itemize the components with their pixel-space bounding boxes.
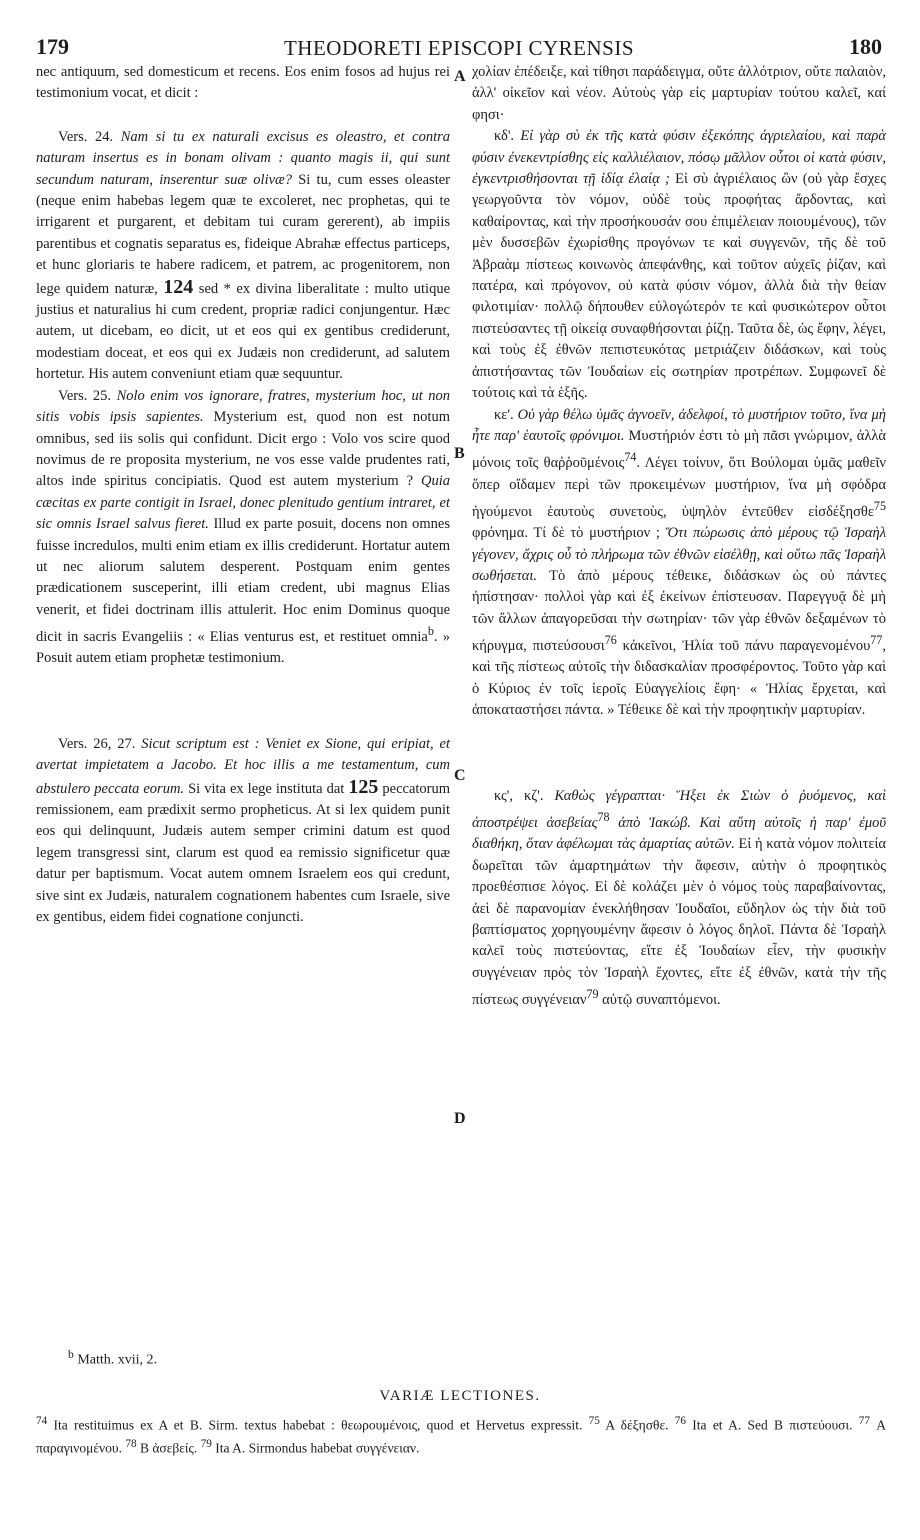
variant-note-76: Ita et A. Sed B πιστεύουσι. bbox=[686, 1417, 853, 1433]
greek-verse-26-27 bbox=[472, 786, 886, 1012]
verse-26-quote: Sicut scriptum est : Veniet ex Sione, qui eripiat, et avertat impietatem a Jacobo. Et hoc illis a me testamentum, cum abstulero peccata eorum. bbox=[36, 735, 450, 797]
column-marker-125: 125 bbox=[348, 775, 379, 798]
verse-25-quote: Nolo enim vos ignorare, fratres, mysterium hoc, ut non sitis vobis ipsis sapientes. bbox=[36, 387, 450, 426]
greek-verse-25-commentary-6: , καὶ τῆς πίστεως αὐτοῖς τὴν διδασκαλίαν προσφέροντος. Τοῦτο γὰρ καὶ ὁ Κύριος ἐν τοῖς ἱεροῖς Εὐαγγελίοις ἔφη· « Ἠλίας ἔρχεται, καὶ ἀποκαταστήσει πάντα. » Τέθεικε δὲ καὶ τὴν προφητικὴν μαρτυρίαν. bbox=[472, 638, 886, 719]
greek-verse-25-commentary-2: . Λέγει τοίνυν, ὅτι Βούλομαι ὑμᾶς μαθεῖν ὅπερ οἴδαμεν περὶ τῶν προκειμένων μυστήριον, ἵνα μὴ σφόδρα ἡγούμενοι ἑαυτοὺς συνετοὺς, ὑψηλὸν ἐντεῦθεν εἰσδέξησθε bbox=[472, 455, 886, 520]
margin-letter-d: D bbox=[454, 1110, 466, 1127]
latin-column bbox=[36, 62, 450, 928]
verse-24-commentary: Si tu, cum esses oleaster (neque enim habebas legem quæ te excoleret, nec prophetas, qui te irrigarent et purgarent, et debitam tui curam gererent), ab impiis parentibus et cognatis separatus es, fideique Abrahæ effectus particeps, et hunc gloriaris te habere radicem, et patrem, ac progenitorem, non lege quidem naturæ, bbox=[36, 171, 450, 297]
greek-verse-26-commentary-2: αὐτῷ συναπτόμενοι. bbox=[598, 991, 721, 1008]
variant-ref-79: 79 bbox=[586, 987, 599, 1002]
variant-ref-75: 75 bbox=[873, 498, 886, 513]
latin-intro: nec antiquum, sed domesticum et recens. Eos enim fosos ad hujus rei testimonium vocat, et dicit : bbox=[36, 64, 450, 102]
greek-verse-26-commentary: Εἰ ἡ κατὰ νόμον πολιτεία δωρεῖται τῶν ἁμαρτημάτων τὴν ἄφεσιν, αὐτὴν ὁ προφητικὸς προεθέσπισε λόγος. Εἰ δὲ κολάζει μὲν ὁ νόμος τοὺς παραβαίνοντας, ἀεὶ δὲ παρανομίαν ἐνεκλήθησαν Ἰουδαῖοι, εὔδηλον ὡς τὴν διὰ τοῦ βαπτίσματος χορηγουμένην ἄφεσιν ὁ λόγος δηλοῖ. Πάντα δὲ Ἰσραὴλ καλεῖ τοὺς πιστεύοντας, εἴτε ἐξ Ἰουδαίων εἶεν, τὴν φυσικὴν συγγένειαν πρὸς τὸν Ἰσραὴλ ἔχοντες, εἴτε ἐξ ἐθνῶν, κατὰ τὴν τῆς πίστεως συγγένειαν bbox=[472, 836, 887, 1008]
greek-verse-25 bbox=[472, 405, 886, 722]
greek-verse-25-commentary-4: Τὸ ἀπὸ μέρους τέθεικε, διδάσκων ὡς οὐ πάντες ἠπίστησαν· πολλοὶ γὰρ καὶ ἐξ ἐκείνων ἐπίστευσαν. Παρεγγυᾷ δὲ μὴ τῶν ἄλλων ἀπαγορεῦσαι τὴν σωτηρίαν· τῶν γὰρ ἐθνῶν δεξαμένων τὸ κήρυγμα, πιστεύσουσι bbox=[472, 568, 886, 655]
variant-note-74-mark: 74 bbox=[36, 1415, 48, 1427]
greek-verse-26-heading: κς', κζ'. bbox=[494, 787, 544, 804]
variant-note-74: Ita restituimus ex A et B. Sirm. textus habebat : θεωρουμένοις, quod et Hervetus expressit. bbox=[47, 1417, 583, 1433]
variant-ref-78: 78 bbox=[597, 810, 610, 825]
variant-note-75-mark: 75 bbox=[588, 1415, 600, 1427]
margin-letter-a: A bbox=[454, 68, 466, 85]
variae-lectiones-title: VARIÆ LECTIONES. bbox=[379, 1388, 541, 1404]
verse-25-commentary-2: Illud ex parte posuit, docens non omnes fuisse incredulos, multi enim etiam ex illis crediderunt. Hortatur autem ut nec aliorum salutem desperent. Postquam enim gentes prædicationem susceperint, illi etiam credent, ubi magnus Elias venerit, et fidei doctrinam illis attulerit. Hoc enim Dominus quoque dicit in sacris Evangeliis : « Elias venturus est, et restituet omnia bbox=[36, 516, 451, 645]
greek-column bbox=[472, 62, 886, 1011]
right-column-number: 180 bbox=[849, 34, 882, 59]
verse-25-quote-2: Quia cæcitas ex parte contigit in Israel, donec plenitudo gentium intraret, et sic omnis Israel salvus fieret. bbox=[36, 473, 450, 533]
column-marker-124: 124 bbox=[163, 275, 194, 298]
greek-verse-25-quote: Οὐ γὰρ θέλω ὑμᾶς ἀγνοεῖν, ἀδελφοί, τὸ μυστήριον τοῦτο, ἵνα μὴ ἦτε παρ' ἑαυτοῖς φρόνιμοι. bbox=[472, 406, 886, 444]
margin-letter-c: C bbox=[454, 767, 466, 784]
verse-24-heading: Vers. 24. bbox=[58, 128, 114, 145]
variant-note-75: A δέξησθε. bbox=[599, 1417, 669, 1433]
verse-25-commentary: Mysterium est, quod non est notum omnibus, sed iis solis qui confidunt. Dicit ergo : Volo vos scire quod novimus de re proposita mysterium, ne vos esse valde prudentes rati, altos inde spiritus concipiatis. Quod est autem mysterium ? bbox=[36, 409, 450, 490]
verse-26-commentary-cont: peccatorum remissionem, eam prædixit sermo propheticus. At si lex quidem punit eos qui delinquunt, Judæis autem semper crimini datum est quod legem transgressi sint, clarum est quod ea remissio significetur quæ datur per baptismum. Vocat autem omnem Israelem eos qui credunt, sive sint ex Judæis, naturalem cognationem habentes cum Israele, sive ex gentibus, eidem fidei cognatione conjuncti. bbox=[36, 780, 451, 926]
verse-25-heading: Vers. 25. bbox=[58, 387, 112, 404]
running-header bbox=[36, 34, 882, 64]
left-column-number: 179 bbox=[36, 34, 69, 59]
variant-ref-77: 77 bbox=[870, 633, 883, 648]
greek-verse-25-commentary-3: φρόνημα. Τί δὲ τὸ μυστήριον ; bbox=[472, 525, 660, 542]
variant-ref-76: 76 bbox=[604, 633, 617, 648]
variant-note-77-mark: 77 bbox=[858, 1415, 870, 1427]
footnote-text: Matth. xvii, 2. bbox=[77, 1352, 158, 1368]
verse-24-quote: Nam si tu ex naturali excisus es oleastro, et contra naturam insertus es in bonam olivam : quanto magis ii, qui sunt secundum naturam, inserentur suæ olivæ? bbox=[36, 128, 450, 188]
greek-verse-24-commentary: Εἰ σὺ ἀγριέλαιος ὢν (οὐ γὰρ ἔσχες γεωργοῦντα τὸν νόμον, οὐδὲ τοὺς προφήτας ἄρδοντας, καὶ καθαίροντας, καὶ τὴν προσήκουσάν σου ἐπιμέλειαν ποιουμένους), τῶν μὲν δυσσεβῶν ἐχωρίσθης προγόνων τε καὶ συγγενῶν, τῆς δὲ τοῦ Ἀβραὰμ πίστεως κοινωνὸς ἀπεφάνθης, καὶ τοῦτον αὐχεῖς ῥίζαν, καὶ πατέρα, καὶ πρόγονον, οὐ κατὰ φύσιν νόμον, ἀλλὰ διὰ τὴν θείαν φιλοτιμίαν· πολλῷ δήπουθεν εὐλογώτερόν τε καὶ φυσικώτερον οὗτοι πιστεύσαντες τῇ οἰκείᾳ συναφθήσονται ῥίζῃ. Ταῦτα δὲ, ὡς ἔφην, λέγει, καὶ τοὺς ἐξ ἐθνῶν πεπιστευκότας μετριάζειν διδάσκων, καὶ τοὺς ἀπιστήσαντας τῶν Ἰουδαίων εἰς σωτηρίαν προτρέπων. Συμφωνεῖ δὲ τούτοις καὶ τὰ ἑξῆς. bbox=[472, 171, 887, 402]
greek-verse-25-commentary: Μυστήριόν ἐστι τὸ μὴ πᾶσι γνώριμον, ἀλλὰ μόνοις τοῖς θαῤῥοῦμένοις bbox=[472, 427, 886, 472]
latin-verse-26-27 bbox=[36, 734, 450, 929]
greek-verse-25-heading: κε'. bbox=[494, 406, 514, 423]
verse-25-commentary-3: . » Posuit autem etiam prophetæ testimonium. bbox=[36, 628, 450, 667]
variant-note-77: A παραγινομένου. bbox=[36, 1417, 886, 1455]
greek-verse-26-quote: Καθὼς γέγραπται· Ἥξει ἐκ Σιὼν ὁ ῥυόμενος, καὶ ἀποστρέψει ἀσεβείας bbox=[472, 787, 887, 831]
greek-intro: χολίαν ἐπέδειξε, καὶ τίθησι παράδειγμα, οὔτε ἀλλότριον, οὔτε παλαιὸν, ἀλλ' οἰκεῖον καὶ νέον. Αὐτοὺς γὰρ εἰς μαρτυρίαν τούτου καλεῖ, καί φησι· bbox=[472, 64, 886, 123]
footnote-ref-b: b bbox=[427, 624, 434, 639]
variant-note-79-mark: 79 bbox=[200, 1437, 212, 1450]
variant-note-78: B ἀσεβείς. bbox=[136, 1440, 198, 1455]
latin-footnote bbox=[68, 1348, 157, 1369]
footnote-mark-b: b bbox=[68, 1348, 74, 1361]
variant-ref-74: 74 bbox=[624, 450, 637, 465]
greek-verse-25-commentary-5: κἀκεῖνοι, Ἠλία τοῦ πάνυ παραγενομένου bbox=[616, 638, 871, 655]
latin-verse-24 bbox=[36, 127, 450, 386]
greek-verse-24 bbox=[472, 126, 886, 404]
greek-verse-26-quote-2: ἀπὸ Ἰακώβ. Καὶ αὕτη αὐτοῖς ἡ παρ' ἐμοῦ διαθήκη, ὅταν ἀφέλωμαι τὰς ἁμαρτίας αὐτῶν. bbox=[472, 814, 887, 853]
running-title: THEODORETI EPISCOPI CYRENSIS bbox=[283, 36, 635, 60]
variant-note-79: Ita A. Sirmondus habebat συγγένειαν. bbox=[211, 1440, 420, 1455]
variant-note-76-mark: 76 bbox=[674, 1415, 687, 1427]
variant-note-78-mark: 78 bbox=[125, 1437, 137, 1450]
verse-24-commentary-cont: sed * ex divina liberalitate : multo utique justius et naturalius hi cum credent, propriæ radici conjungentur. Hæc autem, ut dicebam, eo dicit, ut et eos qui ex gentibus crediderunt, modestiam doceat, et eos qui ex Judæis non crediderunt, ad salutem hortetur. His autem conveniunt etiam quæ sequuntur. bbox=[36, 280, 451, 383]
greek-verse-25-quote-2: Ὅτι πώρωσις ἀπὸ μέρους τῷ Ἰσραὴλ γέγονεν, ἄχρις οὗ τὸ πλήρωμα τῶν ἐθνῶν εἰσέλθῃ, καὶ οὕτω πᾶς Ἰσραὴλ σωθήσεται. bbox=[472, 525, 886, 584]
latin-verse-25 bbox=[36, 386, 450, 670]
margin-letter-b: B bbox=[454, 445, 465, 462]
greek-verse-24-quote: Εἰ γὰρ σὺ ἐκ τῆς κατὰ φύσιν ἐξεκόπης ἀγριελαίου, καὶ παρὰ φύσιν ἐνεκεντρίσθης εἰς καλλιέλαιον, πόσῳ μᾶλλον οὗτοι οἱ κατὰ φύσιν, ἐγκεντρισθήσονται τῇ ἰδίᾳ ἐλαίᾳ ; bbox=[472, 128, 887, 188]
variae-lectiones bbox=[36, 1412, 886, 1457]
verse-26-commentary: Si vita ex lege instituta dat bbox=[188, 780, 345, 797]
greek-verse-24-heading: κδ'. bbox=[494, 128, 515, 145]
verse-26-heading: Vers. 26, 27. bbox=[58, 735, 136, 752]
